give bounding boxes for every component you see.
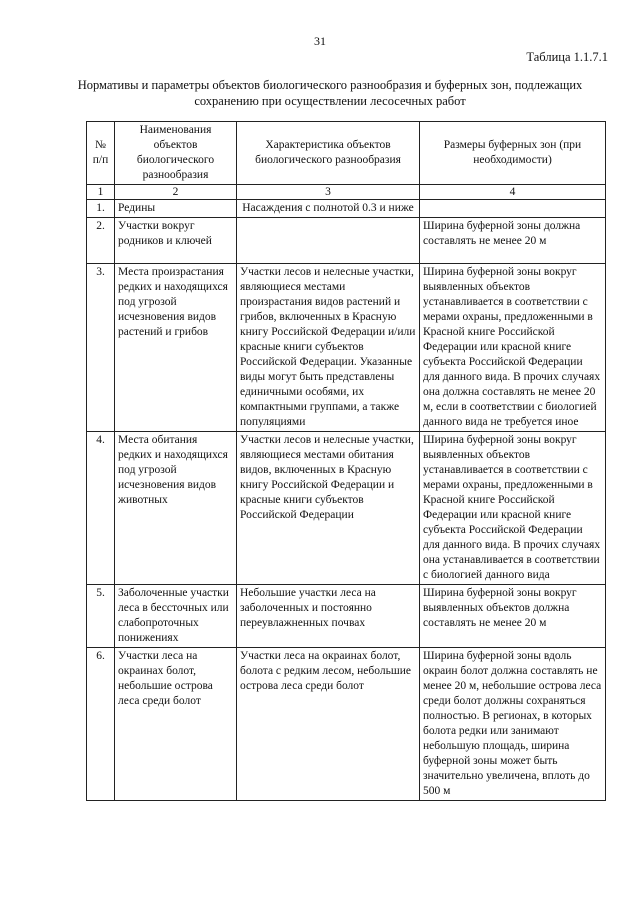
header-characteristic: Характеристика объектов биологического разнообразия xyxy=(237,122,420,185)
norms-table xyxy=(86,121,606,801)
object-name: Заболоченные участки леса в бессточных или слабопроточных понижениях xyxy=(115,585,237,648)
table-row xyxy=(87,585,606,648)
row-number: 4. xyxy=(87,432,115,585)
table-row xyxy=(87,200,606,218)
column-number: 2 xyxy=(115,185,237,200)
object-characteristic xyxy=(237,218,420,264)
buffer-size: Ширина буферной зоны вокруг выявленных объектов устанавливается в соответствии с мерами охраны, предложенными в Красной книге Российской Федерации или красной книге субъекта Российской Федерации для данного вида. В прочих случаях она устанавливается в соответствии с биологией данного вида xyxy=(420,432,606,585)
header-buffer-size: Размеры буферных зон (при необходимости) xyxy=(420,122,606,185)
page-number: 31 xyxy=(314,34,326,48)
object-name: Места обитания редких и находящихся под угрозой исчезновения видов животных xyxy=(115,432,237,585)
header-num: № п/п xyxy=(87,122,115,185)
column-number-row xyxy=(87,185,606,200)
row-number: 5. xyxy=(87,585,115,648)
caption-line-1: Нормативы и параметры объектов биологического разнообразия и буферных зон, подлежащих xyxy=(77,78,583,92)
column-number: 1 xyxy=(87,185,115,200)
row-number: 2. xyxy=(87,218,115,264)
row-number: 6. xyxy=(87,648,115,801)
object-name: Участки вокруг родников и ключей xyxy=(115,218,237,264)
caption-line-2: сохранению при осуществлении лесосечных работ xyxy=(194,94,466,108)
table-row xyxy=(87,648,606,801)
row-number: 1. xyxy=(87,200,115,218)
table-row xyxy=(87,264,606,432)
object-name: Редины xyxy=(115,200,237,218)
column-number: 3 xyxy=(237,185,420,200)
buffer-size: Ширина буферной зоны вдоль окраин болот должна составлять не менее 20 м, небольшие острова леса среди болот должны сохраняться полностью. В регионах, в которых болота редки или занимают небольшую площадь, ширина буферной зоны может быть значительно увеличена, вплоть до 500 м xyxy=(420,648,606,801)
table-row xyxy=(87,432,606,585)
object-characteristic: Участки леса на окраинах болот, болота с редким лесом, небольшие острова леса среди болот xyxy=(237,648,420,801)
object-characteristic: Насаждения с полнотой 0.3 и ниже xyxy=(237,200,420,218)
object-name: Места произрастания редких и находящихся под угрозой исчезновения видов растений и грибов xyxy=(115,264,237,432)
buffer-size: Ширина буферной зоны должна составлять не менее 20 м xyxy=(420,218,606,264)
table-row xyxy=(87,218,606,264)
row-number: 3. xyxy=(87,264,115,432)
header-name: Наименования объектов биологического разнообразия xyxy=(115,122,237,185)
buffer-size: Ширина буферной зоны вокруг выявленных объектов устанавливается в соответствии с мерами охраны, предложенными в Красной книге Российской Федерации или красной книге субъекта Российской Федерации для данного вида. В прочих случаях она должна составлять не менее 20 м, если в соответствии с биологией данного вида не требуется иное xyxy=(420,264,606,432)
buffer-size: Ширина буферной зоны вокруг выявленных объектов должна составлять не менее 20 м xyxy=(420,585,606,648)
table-caption xyxy=(60,77,600,109)
buffer-size xyxy=(420,200,606,218)
object-characteristic: Небольшие участки леса на заболоченных и постоянно переувлажненных почвах xyxy=(237,585,420,648)
object-characteristic: Участки лесов и нелесные участки, являющиеся местами произрастания видов растений и грибов, включенных в Красную книгу Российской Федерации и/или красные книги субъектов Российской Федерации. Указанные виды могут быть представлены единичными особями, их компактными группами, а также популяциями xyxy=(237,264,420,432)
column-number: 4 xyxy=(420,185,606,200)
object-name: Участки леса на окраинах болот, небольшие острова леса среди болот xyxy=(115,648,237,801)
table-id: Таблица 1.1.7.1 xyxy=(526,50,608,64)
header-row xyxy=(87,122,606,185)
object-characteristic: Участки лесов и нелесные участки, являющиеся местами обитания видов, включенных в Красную книгу Российской Федерации и красные книги субъектов Российской Федерации xyxy=(237,432,420,585)
